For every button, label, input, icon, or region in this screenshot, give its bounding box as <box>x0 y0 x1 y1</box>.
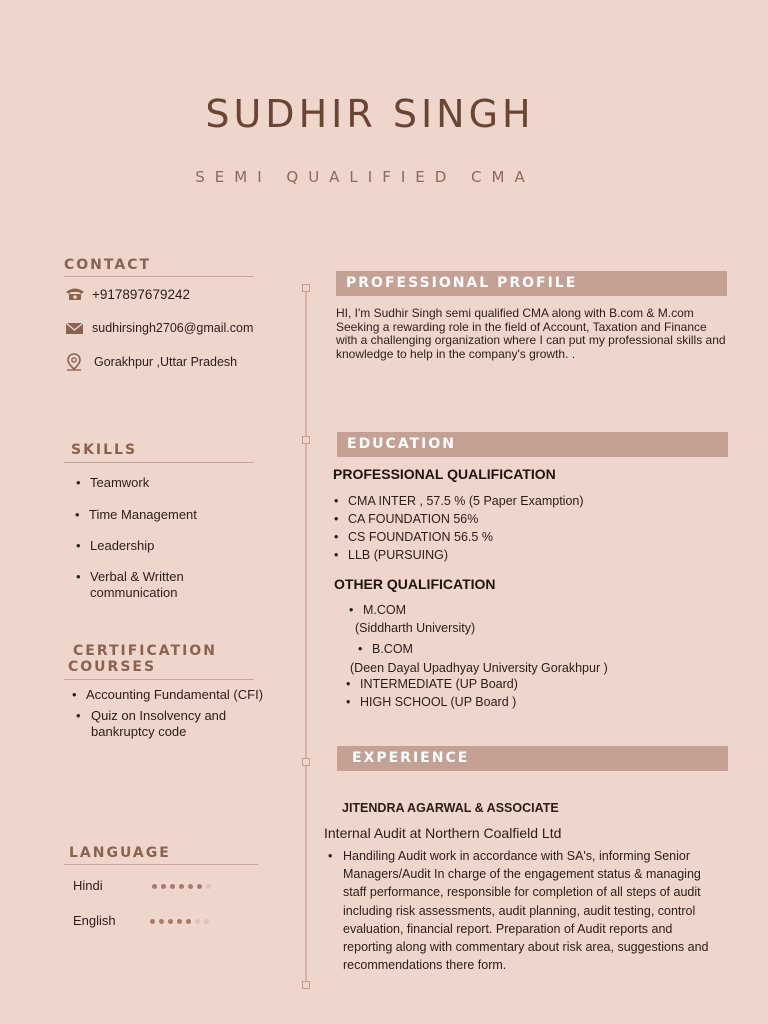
intermediate-item: • INTERMEDIATE (UP Board) <box>360 675 518 693</box>
timeline-node <box>302 758 310 766</box>
qualification-item: • CS FOUNDATION 56.5 % <box>348 528 708 546</box>
language-level-english <box>150 919 209 924</box>
experience-role: Internal Audit at Northern Coalfield Ltd <box>324 825 562 841</box>
profile-heading-bar <box>336 271 727 296</box>
profile-text: HI, I'm Sudhir Singh semi qualified CMA along with B.com & M.com Seeking a rewarding role in the field of Account, Taxation and Finance with a challenging organization where I can put my professional skills and knowledge to help in the company's growth. . <box>336 306 726 361</box>
highschool-item: • HIGH SCHOOL (UP Board ) <box>360 693 516 711</box>
certification-item: • Accounting Fundamental (CFI) <box>72 687 264 702</box>
level-dot <box>186 919 191 924</box>
qualification-item: • CMA INTER , 57.5 % (5 Paper Examption) <box>348 492 708 510</box>
level-dot <box>177 919 182 924</box>
contact-divider <box>64 276 254 277</box>
qualification-item: • CA FOUNDATION 56% <box>348 510 708 528</box>
skills-list <box>74 475 254 601</box>
education-heading: EDUCATION <box>347 436 456 452</box>
level-dot <box>195 919 200 924</box>
skills-heading: SKILLS <box>71 442 138 458</box>
skill-item: • Leadership <box>76 538 155 553</box>
profile-heading: PROFESSIONAL PROFILE <box>346 275 578 291</box>
level-dot <box>159 919 164 924</box>
certification-item: • Quiz on Insolvency and bankruptcy code <box>76 708 227 739</box>
other-qualification-heading: OTHER QUALIFICATION <box>334 576 496 592</box>
resume-name: SUDHIR SINGH <box>205 92 535 136</box>
experience-description: • Handiling Audit work in accordance with SA's, informing Senior Managers/Audit In charge of the engagement status & managing staff performance, responsible for completion of all steps of audit including risk assessments, audit planning, audit testing, control evaluation, financial report. Preparation of Audit reports and reporting along with commentary about risk area, suggestions and recommendations there form. <box>328 849 709 973</box>
bullet: • <box>328 849 333 863</box>
certification-list <box>70 687 270 740</box>
language-heading: LANGUAGE <box>69 845 171 861</box>
timeline-node <box>302 436 310 444</box>
professional-qualification-heading: PROFESSIONAL QUALIFICATION <box>333 466 556 482</box>
level-dot <box>168 919 173 924</box>
contact-location-row <box>64 352 237 372</box>
phone-text: +917897679242 <box>92 286 190 302</box>
mail-icon <box>64 320 86 336</box>
level-dot <box>197 884 202 889</box>
location-text: Gorakhpur ,Uttar Pradesh <box>94 355 238 369</box>
skill-item: • Teamwork <box>76 475 150 490</box>
location-pin-icon <box>64 352 88 372</box>
timeline-line <box>305 285 307 987</box>
level-dot <box>161 884 166 889</box>
timeline-node <box>302 284 310 292</box>
level-dot <box>188 884 193 889</box>
skills-divider <box>64 462 254 463</box>
language-name-english: English <box>73 913 116 928</box>
language-divider <box>64 864 258 865</box>
level-dot <box>206 884 211 889</box>
experience-company: JITENDRA AGARWAL & ASSOCIATE <box>342 801 559 815</box>
level-dot <box>179 884 184 889</box>
qualification-item: • LLB (PURSUING) <box>348 546 708 564</box>
bcom-item: • B.COM <box>372 640 413 658</box>
skill-item: • Verbal & Written communication <box>76 569 184 600</box>
certification-heading-line2: COURSES <box>68 659 157 675</box>
certification-divider <box>64 679 254 680</box>
level-dot <box>170 884 175 889</box>
level-dot <box>204 919 209 924</box>
level-dot <box>150 919 155 924</box>
contact-email-row <box>64 320 253 336</box>
level-dot <box>152 884 157 889</box>
skill-item: • Time Management <box>75 507 197 522</box>
bcom-university: (Deen Dayal Upadhyay University Gorakhpur ) <box>350 661 608 675</box>
contact-phone-row <box>64 286 190 302</box>
email-text: sudhirsingh2706@gmail.com <box>92 321 254 335</box>
mcom-university: (Siddharth University) <box>355 621 476 635</box>
contact-heading: CONTACT <box>64 257 152 273</box>
education-heading-bar <box>337 432 728 457</box>
mcom-item: • M.COM <box>363 601 406 619</box>
language-level-hindi <box>152 884 211 889</box>
certification-heading: CERTIFICATION <box>73 643 217 659</box>
language-name-hindi: Hindi <box>73 878 103 893</box>
resume-title: SEMI QUALIFIED CMA <box>195 168 535 186</box>
experience-heading-bar <box>337 746 728 771</box>
experience-heading: EXPERIENCE <box>352 750 470 766</box>
phone-icon <box>64 286 86 302</box>
professional-qualification-list <box>348 492 708 564</box>
timeline-node <box>302 981 310 989</box>
